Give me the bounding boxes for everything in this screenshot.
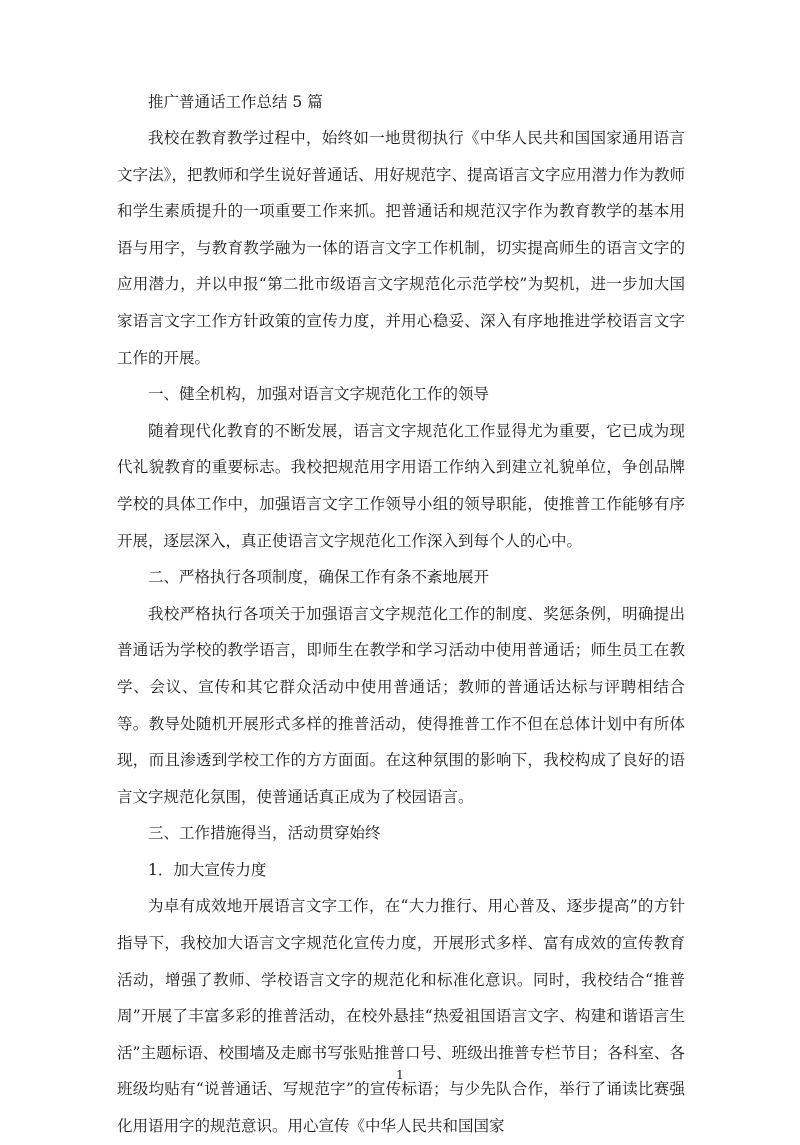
- intro-paragraph: 我校在教育教学过程中，始终如一地贯彻执行《中华人民共和国国家通用语言文字法》，把教师和学生说好普通话、用好规范字、提高语言文字应用潜力作为教师和学生素质提升的一项重要工作来抓。把普通话和规范汉字作为教育教学的基本用语与用字，与教育教学融为一体的语言文字工作机制，切实提高师生的语言文字的应用潜力，并以申报“第二批市级语言文字规范化示范学校”为契机，进一步加大国家语言文字工作方针政策的宣传力度，并用心稳妥、深入有序地推进学校语言文字工作的开展。: [117, 129, 685, 367]
- section-2-heading: 二、严格执行各项制度，确保工作有条不紊地展开: [148, 568, 490, 587]
- document-title: 推广普通话工作总结 5 篇: [148, 93, 323, 111]
- section-3-subheading: 1．加大宣传力度: [148, 860, 267, 879]
- section-1-heading: 一、健全机构，加强对语言文字规范化工作的领导: [148, 385, 490, 404]
- section-1-paragraph: 随着现代化教育的不断发展，语言文字规范化工作显得尤为重要，它已成为现代礼貌教育的重要标志。我校把规范用字用语工作纳入到建立礼貌单位，争创品牌学校的具体工作中，加强语言文字工作领导小组的领导职能，使推普工作能够有序开展，逐层深入，真正使语言文字规范化工作深入到每个人的心中。: [117, 421, 685, 550]
- page-number: 1: [396, 1068, 404, 1082]
- document-body: [117, 84, 685, 1145]
- section-3-paragraph: 为卓有成效地开展语言文字工作，在“大力推行、用心普及、逐步提高”的方针指导下，我校加大语言文字规范化宣传力度，开展形式多样、富有成效的宣传教育活动，增强了教师、学校语言文字的规范化和标准化意识。同时，我校结合“推普周”开展了丰富多彩的推普活动，在校外悬挂“热爱祖国语言文字、构建和谐语言生活”主题标语、校围墙及走廊书写张贴推普口号、班级出推普专栏节目；各科室、各班级均贴有“说普通话、写规范字”的宣传标语；与少先队合作，举行了诵读比赛强化用语用字的规范意识。用心宣传《中华人民共和国国家: [117, 897, 685, 1136]
- section-3-heading: 三、工作措施得当，活动贯穿始终: [148, 824, 381, 843]
- section-2-paragraph: 我校严格执行各项关于加强语言文字规范化工作的制度、奖惩条例，明确提出普通话为学校的教学语言，即师生在教学和学习活动中使用普通话；师生员工在教学、会议、宣传和其它群众活动中使用普通话；教师的普通话达标与评聘相结合等。教导处随机开展形式多样的推普活动，使得推普工作不但在总体计划中有所体现，而且渗透到学校工作的方方面面。在这种氛围的影响下，我校构成了良好的语言文字规范化氛围，使普通话真正成为了校园语言。: [117, 604, 685, 806]
